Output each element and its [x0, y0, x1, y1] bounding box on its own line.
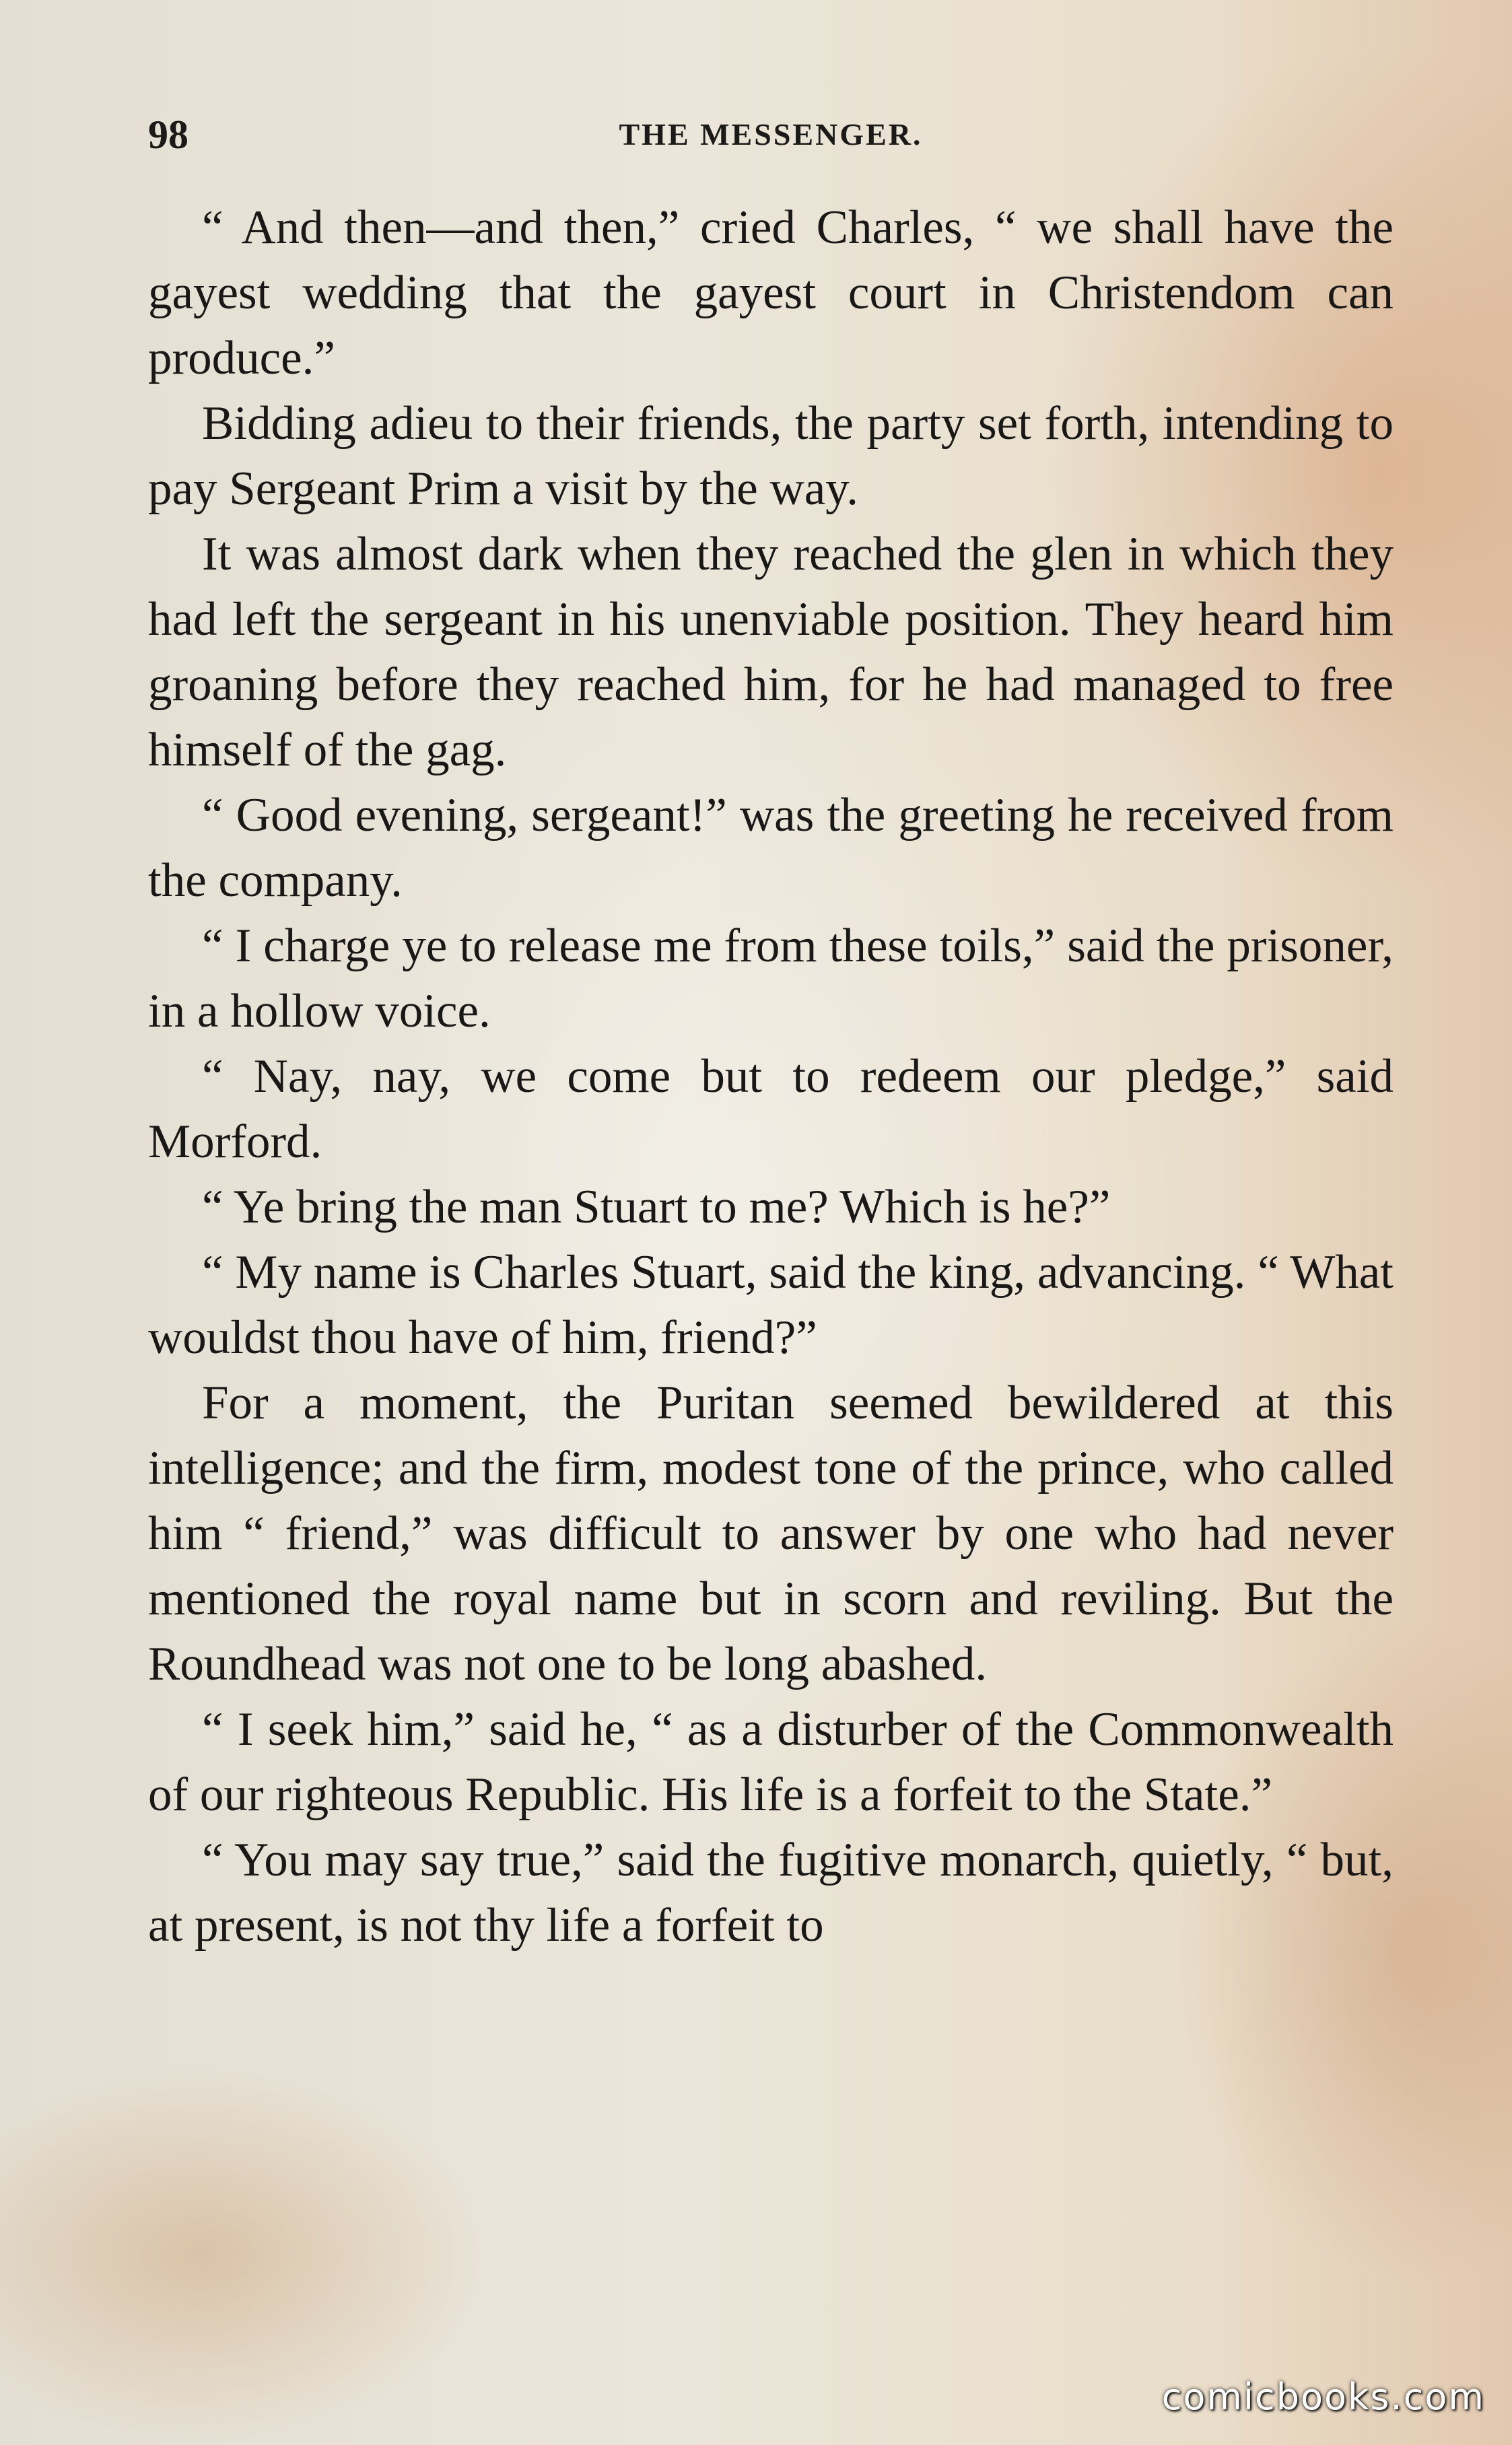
- paragraph: For a moment, the Puritan seemed bewildered at this intelligence; and the firm, modest tone of the prince, who called him “ friend,” was difficult to answer by one who had never mentioned the royal name but in scorn and reviling. But the Roundhead was not one to be long abashed.: [148, 1377, 1394, 1690]
- paragraph: “ You may say true,” said the fugitive monarch, quietly, “ but, at present, is not thy life a forfeit to: [148, 1834, 1394, 1952]
- paragraph: “ Ye bring the man Stuart to me? Which is he?”: [202, 1181, 1111, 1233]
- watermark: comicbooks.com: [1161, 2376, 1485, 2418]
- body-text: [148, 195, 1394, 1958]
- paragraph: “ My name is Charles Stuart, said the king, advancing. “ What wouldst thou have of him, friend?”: [148, 1246, 1394, 1364]
- page-header: [148, 108, 1394, 162]
- paragraph: “ Good evening, sergeant!” was the greeting he received from the company.: [148, 789, 1394, 907]
- paragraph: “ Nay, nay, we come but to redeem our pledge,” said Morford.: [148, 1050, 1394, 1168]
- running-head: THE MESSENGER.: [619, 117, 923, 151]
- page-number: 98: [148, 112, 188, 157]
- paragraph: “ I seek him,” said he, “ as a disturber of the Commonwealth of our righteous Republic. His life is a forfeit to the State.”: [148, 1703, 1394, 1821]
- paragraph: Bidding adieu to their friends, the party set forth, intending to pay Sergeant Prim a visit by the way.: [148, 397, 1394, 515]
- paragraph: It was almost dark when they reached the glen in which they had left the sergeant in his unenviable position. They heard him groaning before they reached him, for he had managed to free himself of the gag.: [148, 528, 1394, 776]
- paragraph: “ And then—and then,” cried Charles, “ we shall have the gayest wedding that the gayest court in Christendom can produce.”: [148, 201, 1394, 384]
- paragraph: “ I charge ye to release me from these toils,” said the prisoner, in a hollow voice.: [148, 920, 1394, 1037]
